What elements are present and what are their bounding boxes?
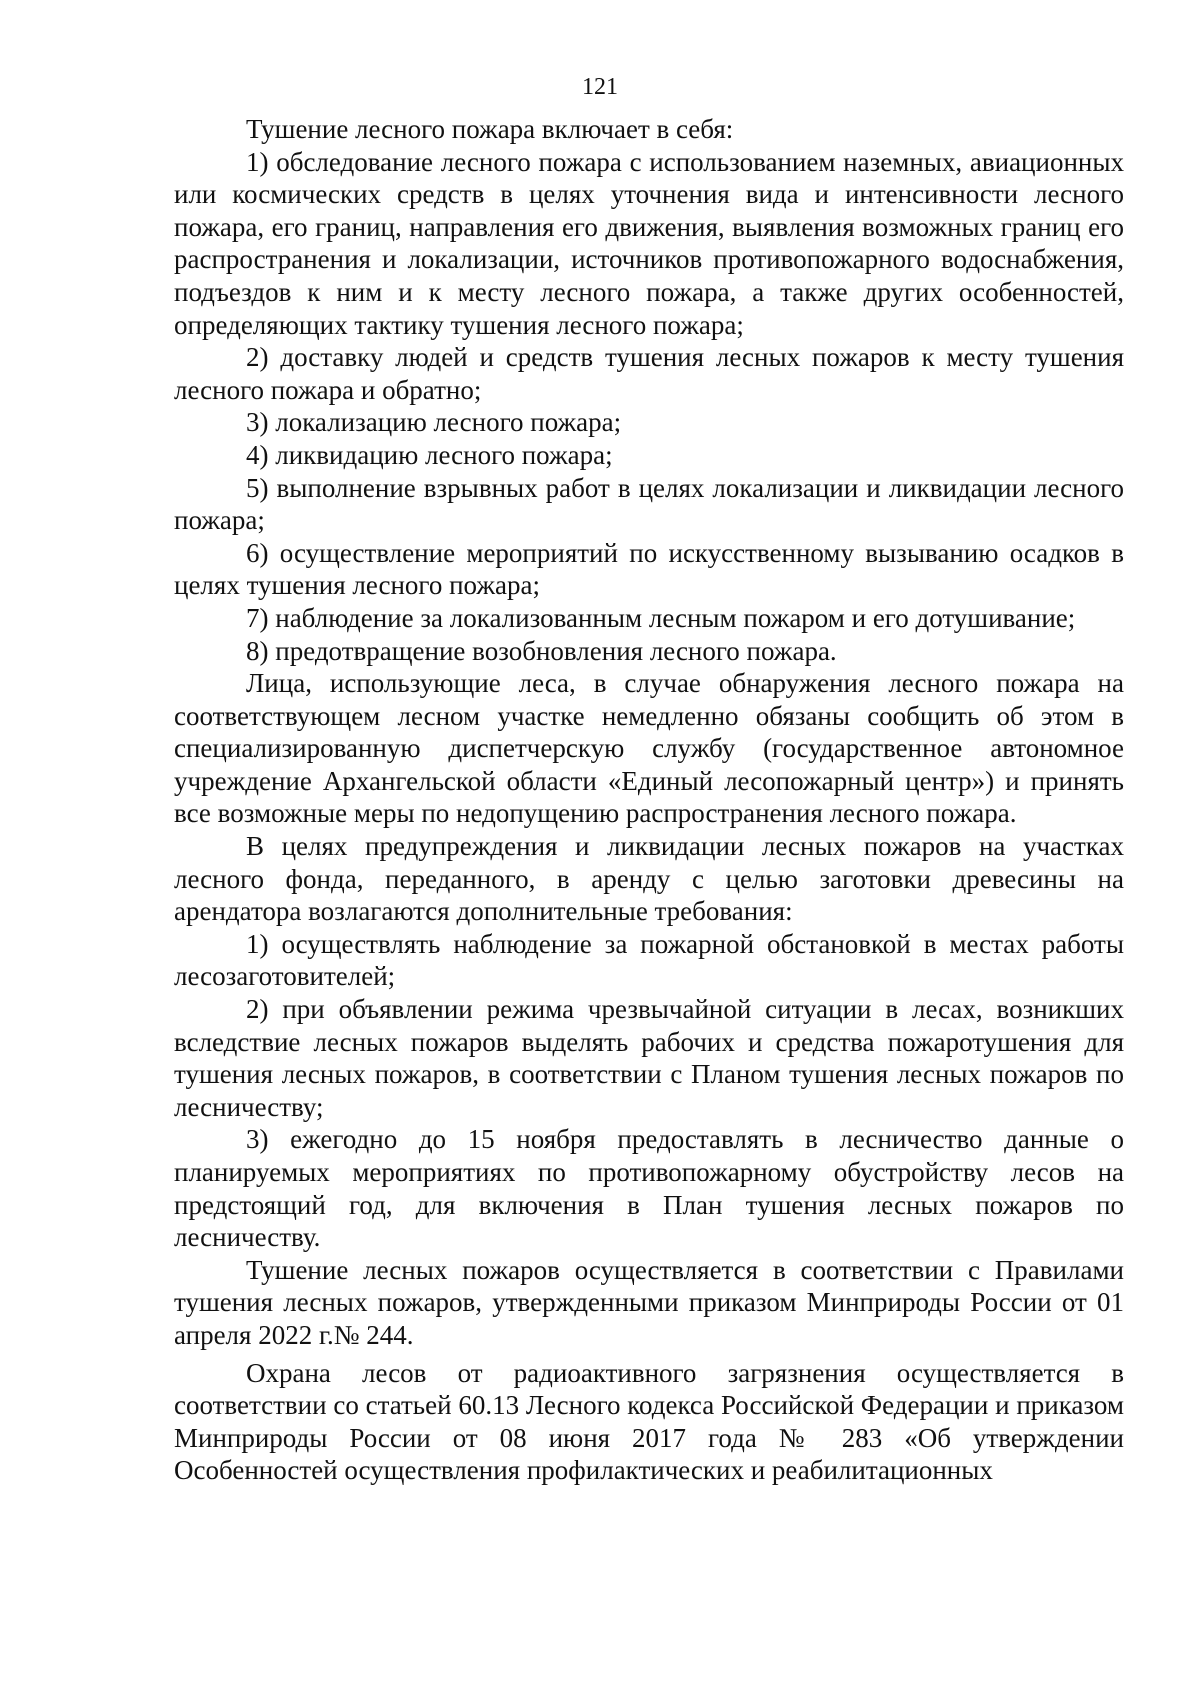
list-item: 6) осуществление мероприятий по искусственному вызыванию осадков в целях тушения лесного пожара;: [174, 537, 1124, 601]
page-number: 121: [582, 74, 618, 100]
list-item: 7) наблюдение за локализованным лесным пожаром и его дотушивание;: [246, 602, 1076, 633]
paragraph-intro: Тушение лесного пожара включает в себя:: [246, 114, 734, 144]
list-item: 2) при объявлении режима чрезвычайной ситуации в лесах, возникших вследствие лесных пожаров выделять рабочих и средства пожаротушения для тушения лесных пожаров, в соответствии с Планом тушения лесных пожаров по лесничеству;: [174, 994, 1124, 1122]
list-item: 8) предотвращение возобновления лесного пожара.: [246, 635, 837, 666]
paragraph-lessee-requirements: В целях предупреждения и ликвидации лесных пожаров на участках лесного фонда, переданного, в аренду с целью заготовки древесины на арендатора возлагаются дополнительные требования:: [174, 831, 1124, 927]
paragraph-report-obligation: Лица, использующие леса, в случае обнаружения лесного пожара на соответствующем лесном участке немедленно обязаны сообщить об этом в специализированную диспетчерскую службу (государственное автономное учреждение Архангельской области «Единый лесопожарный центр») и принять все возможные меры по недопущению распространения лесного пожара.: [174, 668, 1124, 829]
list-item: 4) ликвидацию лесного пожара;: [246, 439, 613, 470]
paragraph-radioactive-protection: Охрана лесов от радиоактивного загрязнения осуществляется в соответствии со статьей 60.13 Лесного кодекса Российской Федерации и приказом Минприроды России от 08 июня 2017 года № 283 «Об утверждении Особенностей осуществления профилактических и реабилитационных: [174, 1357, 1124, 1486]
document-body: [174, 113, 1124, 1487]
list-item: 2) доставку людей и средств тушения лесных пожаров к месту тушения лесного пожара и обратно;: [174, 342, 1124, 405]
paragraph-fire-rules: Тушение лесных пожаров осуществляется в соответствии с Правилами тушения лесных пожаров, утвержденными приказом Минприроды России от 01 апреля 2022 г.№ 244.: [174, 1254, 1124, 1350]
list-item: 1) обследование лесного пожара с использованием наземных, авиационных или космических средств в целях уточнения вида и интенсивности лесного пожара, его границ, направления его движения, выявления возможных границ его распространения и локализации, источников противопожарного водоснабжения, подъездов к ним и к месту лесного пожара, а также других особенностей, определяющих тактику тушения лесного пожара;: [174, 146, 1124, 340]
list-item: 1) осуществлять наблюдение за пожарной обстановкой в местах работы лесозаготовителей;: [174, 928, 1124, 992]
list-item: 3) локализацию лесного пожара;: [246, 407, 622, 438]
list-item: 5) выполнение взрывных работ в целях локализации и ликвидации лесного пожара;: [174, 472, 1124, 536]
list-item: 3) ежегодно до 15 ноября предоставлять в лесничество данные о планируемых мероприятиях по противопожарному обустройству лесов на предстоящий год, для включения в План тушения лесных пожаров по лесничеству.: [174, 1124, 1124, 1253]
